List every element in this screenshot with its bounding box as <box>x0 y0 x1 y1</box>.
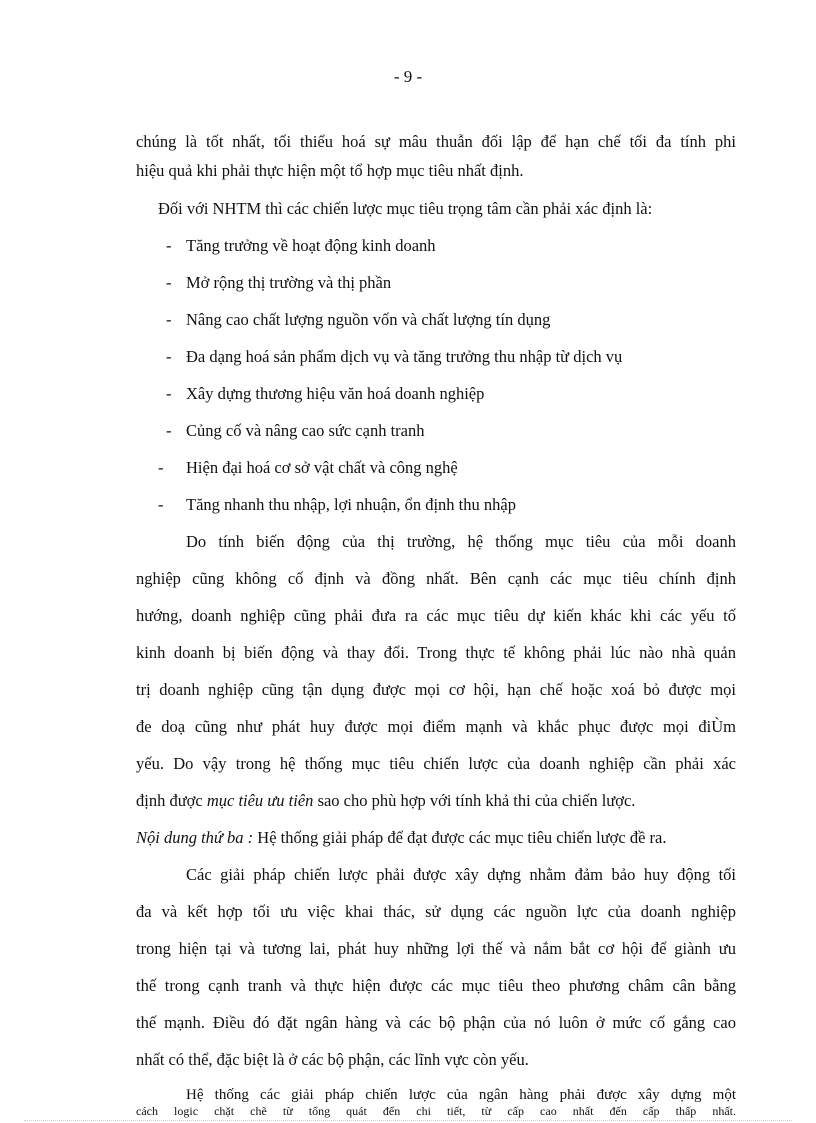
text-run: định được <box>136 791 207 810</box>
paragraph-line: yếu. Do vậy trong hệ thống mục tiêu chiến lược của doanh nghiệp cần phải xác <box>136 754 736 773</box>
paragraph-line: Các giải pháp chiến lược phải được xây dựng nhằm đảm bảo huy động tối <box>186 865 736 884</box>
paragraph-line: trong hiện tại và tương lai, phát huy những lợi thế và nắm bắt cơ hội để giành ưu <box>136 939 736 958</box>
list-item-text: Củng cố và nâng cao sức cạnh tranh <box>186 421 425 440</box>
paragraph-line: thế trong cạnh tranh và thực hiện được các mục tiêu theo phương châm cân bằng <box>136 976 736 995</box>
paragraph-line: thế mạnh. Điều đó đặt ngân hàng và các bộ phận của nó luôn ở mức cố gắng cao <box>136 1013 736 1032</box>
section-three <box>136 828 666 848</box>
footer-divider <box>24 1120 792 1121</box>
paragraph-line: hướng, doanh nghiệp cũng phải đưa ra các mục tiêu dự kiến khác khi các yếu tố <box>136 606 736 625</box>
paragraph-line <box>136 791 635 811</box>
intro-line-2: hiệu quả khi phải thực hiện một tổ hợp mục tiêu nhất định. <box>136 161 524 180</box>
paragraph-line: cách logic chặt chẽ từ tổng quát đến chi tiết, từ cấp cao nhất đến cấp thấp nhất. <box>136 1104 736 1118</box>
paragraph-line: Do tính biến động của thị trường, hệ thống mục tiêu của mỗi doanh <box>186 532 736 551</box>
section-three-label: Nội dung thứ ba : <box>136 828 254 847</box>
page-number: - 9 - <box>393 67 423 86</box>
intro-line-1: chúng là tốt nhất, tối thiểu hoá sự mâu thuẫn đối lập để hạn chế tối đa tính phi <box>136 132 736 151</box>
list-item-text: Tăng nhanh thu nhập, lợi nhuận, ổn định thu nhập <box>186 495 516 514</box>
paragraph-line: trị doanh nghiệp cũng tận dụng được mọi cơ hội, hạn chế hoặc xoá bỏ được mọi <box>136 680 736 699</box>
paragraph-line: nhất có thể, đặc biệt là ở các bộ phận, các lĩnh vực còn yếu. <box>136 1050 529 1069</box>
bullet-dash: - <box>166 384 172 403</box>
list-item-text: Đa dạng hoá sản phẩm dịch vụ và tăng trưởng thu nhập từ dịch vụ <box>186 347 623 366</box>
paragraph-line: nghiệp cũng không cố định và đồng nhất. Bên cạnh các mục tiêu chính định <box>136 569 736 588</box>
bullet-dash: - <box>158 458 164 477</box>
emphasis-text: mục tiêu ưu tiên <box>206 791 314 810</box>
text-run: sao cho phù hợp với tính khả thi của chiến lược. <box>313 791 636 810</box>
section-three-text: Hệ thống giải pháp để đạt được các mục tiêu chiến lược đề ra. <box>253 828 667 847</box>
paragraph-line: Hệ thống các giải pháp chiến lược của ngân hàng phải được xây dựng một <box>186 1087 736 1103</box>
bullet-dash: - <box>166 310 172 329</box>
paragraph-line: kinh doanh bị biến động và thay đổi. Trong thực tế không phải lúc nào nhà quản <box>136 643 736 662</box>
bullet-dash: - <box>166 347 172 366</box>
bullet-dash: - <box>166 273 172 292</box>
list-item-text: Nâng cao chất lượng nguồn vốn và chất lượng tín dụng <box>186 310 551 329</box>
bullet-dash: - <box>166 421 172 440</box>
paragraph-line: đa và kết hợp tối ưu việc khai thác, sử dụng các nguồn lực của doanh nghiệp <box>136 902 736 921</box>
bullet-dash: - <box>166 236 172 255</box>
paragraph-line: đe doạ cũng như phát huy được mọi điểm mạnh và khắc phục được mọi điÙm <box>136 717 736 736</box>
list-item-text: Mở rộng thị trường và thị phần <box>186 273 392 292</box>
list-item-text: Tăng trưởng về hoạt động kinh doanh <box>186 236 436 255</box>
bullet-dash: - <box>158 495 164 514</box>
objectives-lead: Đối với NHTM thì các chiến lược mục tiêu trọng tâm cần phải xác định là: <box>158 199 653 218</box>
list-item-text: Xây dựng thương hiệu văn hoá doanh nghiệp <box>186 384 485 403</box>
list-item-text: Hiện đại hoá cơ sở vật chất và công nghệ <box>186 458 458 477</box>
